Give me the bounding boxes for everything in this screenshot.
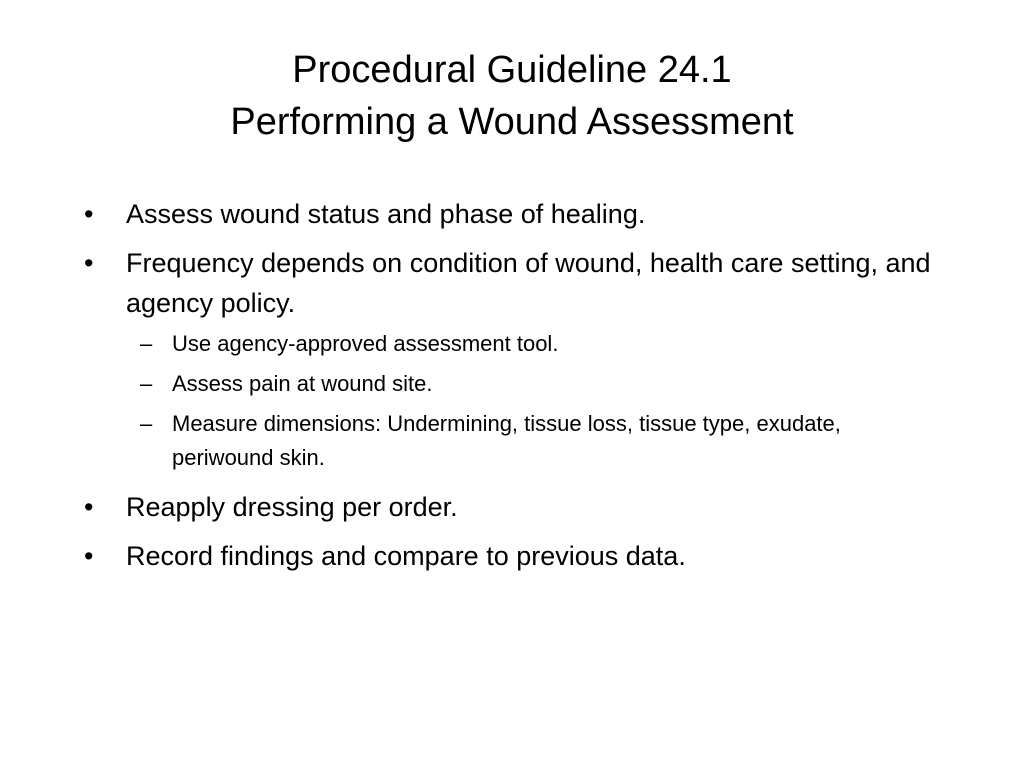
sub-bullet-list bbox=[126, 327, 944, 475]
bullet-item bbox=[84, 487, 944, 527]
bullet-marker: • bbox=[84, 492, 94, 522]
bullet-marker: • bbox=[84, 248, 94, 278]
sub-bullet-marker: – bbox=[140, 411, 153, 436]
bullet-item bbox=[84, 194, 944, 234]
title-line-1: Procedural Guideline 24.1 bbox=[292, 49, 732, 91]
sub-bullet-marker: – bbox=[140, 371, 153, 396]
sub-bullet-item bbox=[126, 327, 944, 361]
slide-title bbox=[60, 44, 964, 148]
sub-bullet-item bbox=[126, 367, 944, 401]
bullet-text: Frequency depends on condition of wound, health care setting, and agency policy. bbox=[126, 248, 931, 318]
sub-bullet-text: Use agency-approved assessment tool. bbox=[172, 331, 559, 356]
bullet-marker: • bbox=[84, 199, 94, 229]
bullet-text: Reapply dressing per order. bbox=[126, 492, 458, 522]
bullet-text: Assess wound status and phase of healing. bbox=[126, 199, 646, 229]
title-line-2: Performing a Wound Assessment bbox=[230, 101, 794, 143]
bullet-text: Record findings and compare to previous data. bbox=[126, 541, 686, 571]
sub-bullet-text: Assess pain at wound site. bbox=[172, 371, 433, 396]
sub-bullet-text: Measure dimensions: Undermining, tissue loss, tissue type, exudate, periwound skin. bbox=[172, 411, 841, 470]
bullet-item bbox=[84, 536, 944, 576]
bullet-list bbox=[84, 194, 944, 585]
bullet-item bbox=[84, 243, 944, 475]
sub-bullet-marker: – bbox=[140, 331, 153, 356]
sub-bullet-item bbox=[126, 407, 944, 475]
bullet-marker: • bbox=[84, 541, 94, 571]
